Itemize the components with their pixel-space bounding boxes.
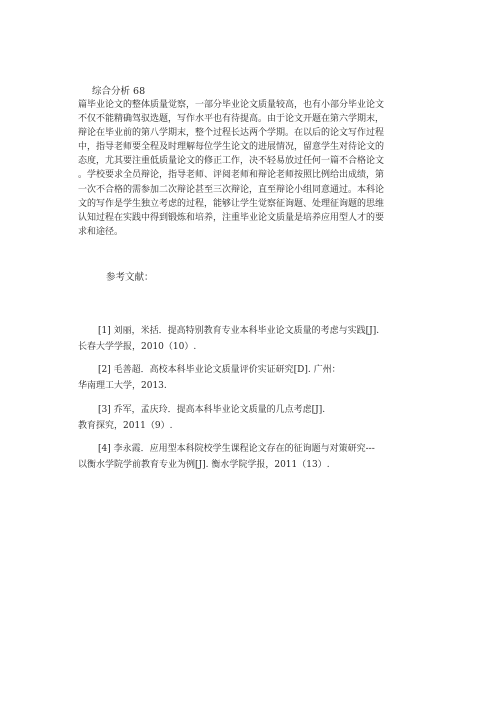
paragraph-line: 求和途径。 (78, 226, 124, 237)
paragraph-line: 。学校要求全员辩论，指导老师、评阅老师和辩论老师按照比例给出成绩，第 (78, 170, 385, 181)
reference-line: 长春大学学报，2010（10）. (78, 342, 197, 352)
section-heading: 综合分析 68 (92, 86, 146, 97)
paragraph-line: 中，指导老师要全程及时理解每位学生论文的进展情况，留意学生对待论文的 (78, 142, 385, 153)
paragraph-line: 不仅不能精确驾驭选题，写作水平也有待提高。由于论文开题在第六学期末， (78, 114, 385, 125)
reference-line: 华南理工大学，2013. (78, 381, 167, 391)
reference-line: [4] 李永霞．应用型本科院校学生课程论文存在的征询题与对策研究--- (98, 444, 375, 454)
paragraph-line: 文的写作是学生独立考虑的过程，能够让学生觉察征询题、处理征询题的思维 (78, 198, 385, 209)
paragraph-line: 认知过程在实践中得到锻炼和培养，注重毕业论文质量是培养应用型人才的要 (78, 212, 385, 223)
reference-line: [1] 刘丽，米括．提高特别教育专业本科毕业论文质量的考虑与实践[J]. (98, 326, 380, 336)
paragraph-line: 态度，尤其要注重低质量论文的修正工作，决不轻易放过任何一篇不合格论文 (78, 156, 385, 167)
reference-item (78, 402, 325, 434)
paragraph-line: 辩论在毕业前的第八学期末，整个过程长达两个学期。在以后的论文写作过程 (78, 128, 385, 139)
paragraph-line: 篇毕业论文的整体质量觉察，一部分毕业论文质量较高，也有小部分毕业论文 (78, 100, 385, 110)
reference-line: 以衡水学院学前教育专业为例[J]. 衡水学院学报，2011（13）. (78, 460, 330, 470)
paragraph-line: 一次不合格的需参加二次辩论甚至三次辩论，直至辩论小组同意通过。本科论 (78, 184, 385, 195)
reference-line: [2] 毛善超．高校本科毕业论文质量评价实证研究[D]. 广州： (98, 365, 341, 375)
reference-line: [3] 乔军，孟庆玲．提高本科毕业论文质量的几点考虑[J]. (98, 405, 326, 415)
references-title: 参考文献： (106, 272, 154, 283)
reference-item (78, 323, 379, 355)
body-paragraph (78, 98, 434, 239)
reference-line: 教育探究，2011（9）. (78, 421, 173, 431)
reference-item (78, 441, 375, 473)
reference-item (78, 362, 341, 394)
